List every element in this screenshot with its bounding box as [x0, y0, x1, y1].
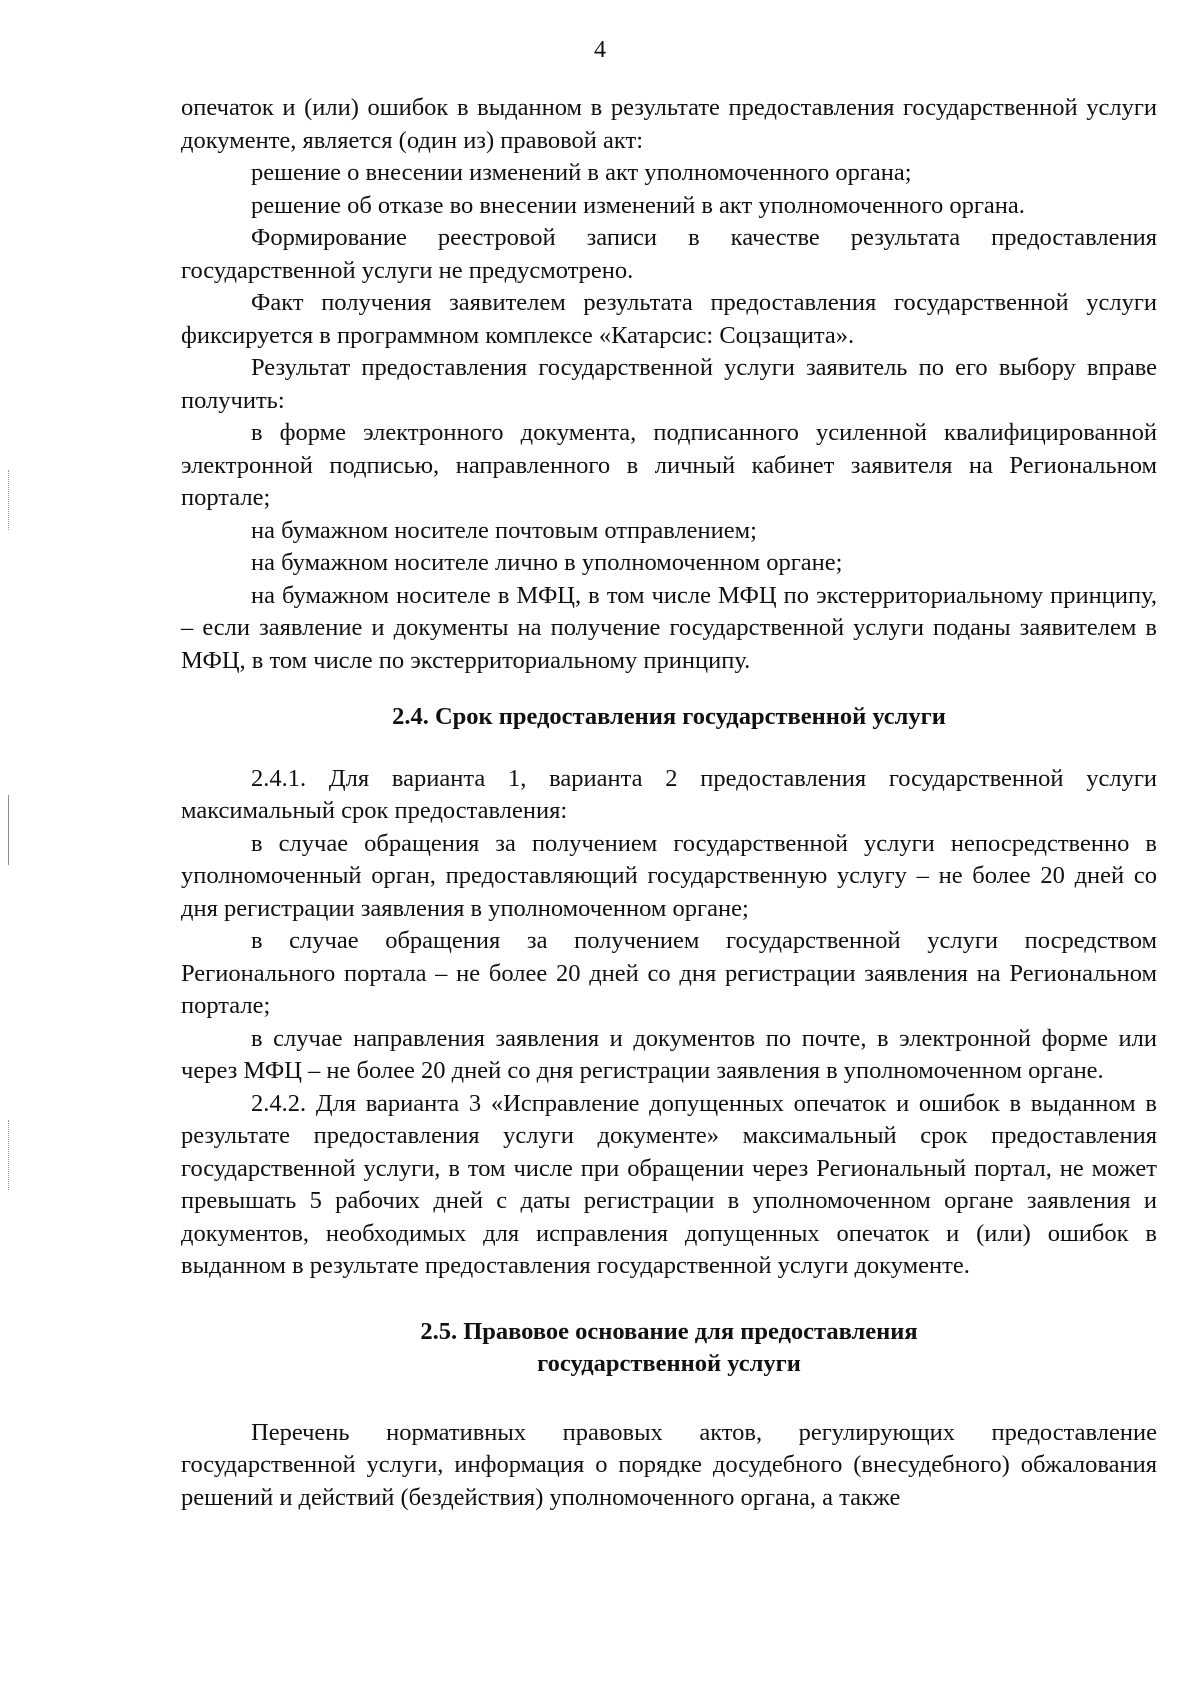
- paragraph: в случае обращения за получением государственной услуги посредством Регионального портала – не более 20 дней со дня регистрации заявления на Региональном портале;: [181, 927, 1157, 1019]
- page-number: 4: [594, 37, 606, 63]
- paragraph: решение о внесении изменений в акт уполномоченного органа;: [251, 159, 912, 186]
- paragraph: в случае направления заявления и документов по почте, в электронной форме или через МФЦ – не более 20 дней со дня регистрации заявления в уполномоченном органе.: [181, 1024, 1157, 1084]
- paragraph: решение об отказе во внесении изменений в акт уполномоченного органа.: [251, 191, 1025, 219]
- paragraph: опечаток и (или) ошибок в выданном в результате предоставления государственной услуги документе, является (один из) правовой акт:: [181, 94, 1157, 154]
- paragraph: на бумажном носителе почтовым отправлением;: [251, 516, 757, 544]
- section-heading-2-5: [181, 1316, 1157, 1381]
- scan-artifact: [8, 795, 9, 865]
- section-heading-line: государственной услуги: [537, 1350, 801, 1377]
- scan-artifact: [8, 1120, 9, 1190]
- paragraph: на бумажном носителе в МФЦ, в том числе МФЦ по экстерриториальному принципу, – если заявление и документы на получение государственной услуги поданы заявителем в МФЦ, в том числе по экстерриториальному принципу.: [181, 581, 1157, 674]
- paragraph: Результат предоставления государственной услуги заявитель по его выбору вправе получить:: [181, 354, 1157, 414]
- paragraph: Формирование реестровой записи в качестве результата предоставления государственной услуги не предусмотрено.: [181, 224, 1157, 284]
- section-heading-line: 2.5. Правовое основание для предоставления: [420, 1317, 918, 1345]
- paragraph: 2.4.1. Для варианта 1, варианта 2 предоставления государственной услуги максимальный срок предоставления:: [181, 764, 1157, 824]
- paragraph: в случае обращения за получением государственной услуги непосредственно в уполномоченный орган, предоставляющий государственную услугу – не более 20 дней со дня регистрации заявления в уполномоченном органе;: [181, 829, 1157, 922]
- paragraph: на бумажном носителе лично в уполномоченном органе;: [251, 549, 843, 576]
- section-heading-2-4: 2.4. Срок предоставления государственной услуги: [392, 703, 946, 730]
- paragraph: 2.4.2. Для варианта 3 «Исправление допущенных опечаток и ошибок в выданном в результате предоставления услуги документе» максимальный срок предоставления государственной услуги, в том числе при обращении через Региональный портал, не может превышать 5 рабочих дней с даты регистрации в уполномоченном органе заявления и документов, необходимых для исправления допущенных опечаток и (или) ошибок в выданном в результате предоставления государственной услуги документе.: [181, 1089, 1157, 1279]
- document-body: [181, 92, 1157, 1514]
- paragraph: в форме электронного документа, подписанного усиленной квалифицированной электронной подписью, направленного в личный кабинет заявителя на Региональном портале;: [181, 419, 1157, 511]
- paragraph: Перечень нормативных правовых актов, регулирующих предоставление государственной услуги, информация о порядке досудебного (внесудебного) обжалования решений и действий (бездействия) уполномоченного органа, а также: [181, 1418, 1157, 1511]
- scan-artifact: [8, 470, 9, 530]
- paragraph: Факт получения заявителем результата предоставления государственной услуги фиксируется в программном комплексе «Катарсис: Соцзащита».: [181, 289, 1157, 349]
